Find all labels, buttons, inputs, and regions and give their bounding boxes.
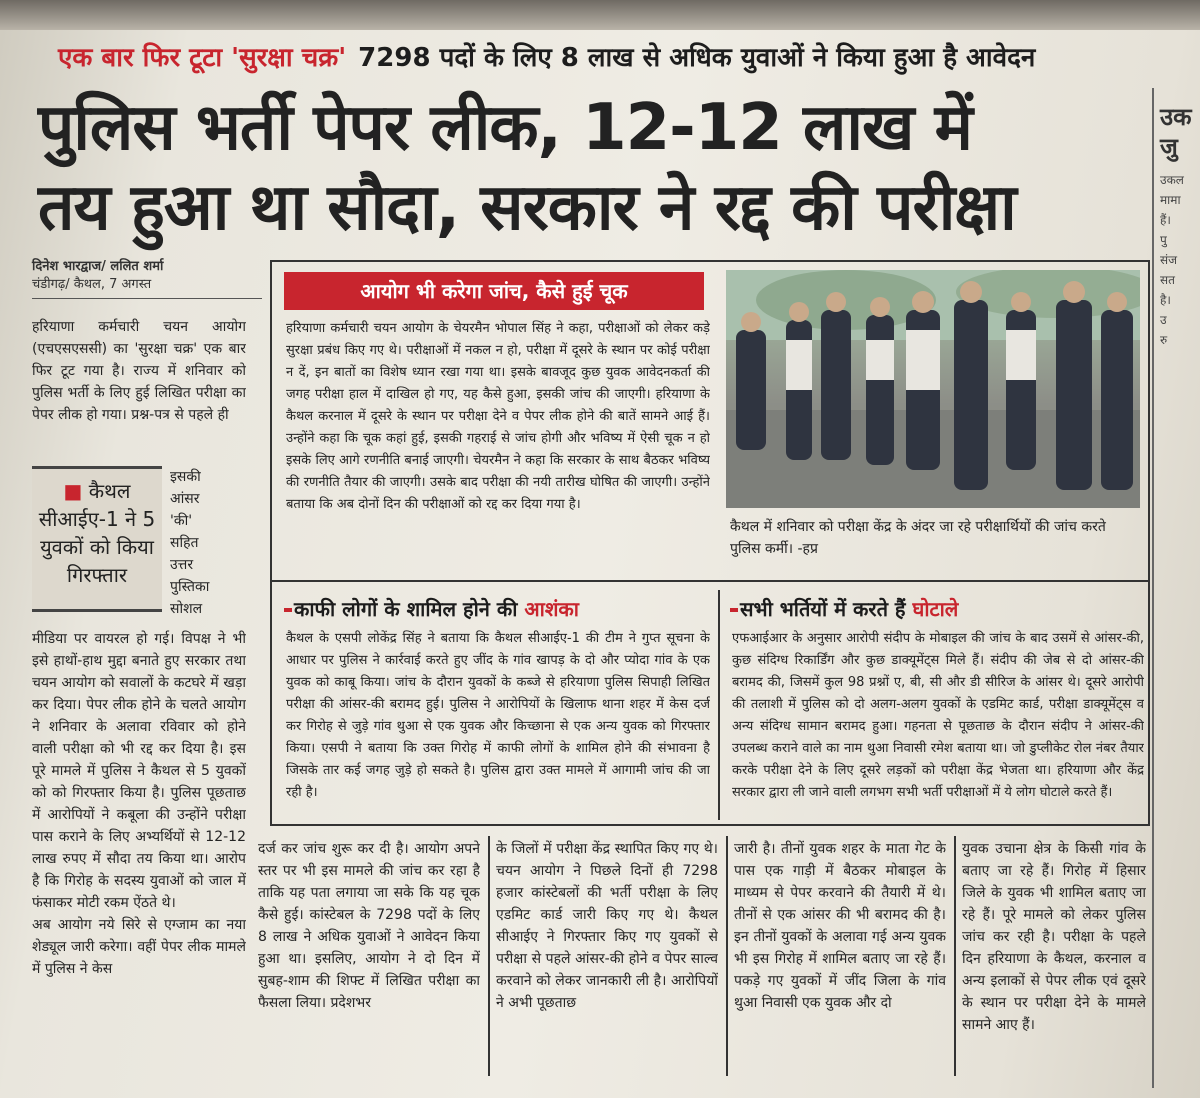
pull-quote bbox=[32, 466, 162, 612]
word: आंसर bbox=[170, 491, 200, 507]
byline bbox=[32, 258, 262, 299]
body-paragraph: मीडिया पर वायरल हो गई। विपक्ष ने भी इसे हाथों-हाथ मुद्दा बनाते हुए सरकार तथा चयन आयोग को सवालों के कटघरे में खड़ा कर दिया। पेपर लीक होने के चलते आयोग ने शनिवार के अलावा रविवार को होने वाली परीक्षा को भी रद्द कर दिया है। इस पूरे मामले में पुलिस ने कैथल से 5 युवकों को को गिरफ्तार किया है। पुलिस पूछताछ में आरोपियों ने कबूला की उन्होंने परीक्षा पास कराने के लिए अभ्यर्थियों से 12-12 लाख रुपए में सौदा तय किया था। आरोप है कि गिरोह के सदस्य युवाओं को जाल में फंसाकर मोटी रकम ऐंठते थे। bbox=[32, 631, 246, 911]
commission-box-heading: आयोग भी करेगा जांच, कैसे हुई चूक bbox=[284, 272, 704, 310]
side-line: पु bbox=[1160, 233, 1167, 247]
pull-quote-marker: ■ bbox=[63, 479, 83, 503]
scam-heading bbox=[740, 592, 1140, 626]
kicker-red: एक बार फिर टूटा 'सुरक्षा चक्र' bbox=[58, 43, 347, 73]
word: पुस्तिका bbox=[170, 579, 210, 595]
left-column-intro bbox=[32, 316, 246, 466]
section-lead-line bbox=[730, 608, 738, 612]
kicker-black: 7298 पदों के लिए 8 लाख से अधिक युवाओं ने किया हुआ है आवेदन bbox=[358, 43, 1036, 73]
scam-heading-plain: सभी भर्तियों में करते हैं bbox=[740, 597, 906, 621]
word: 'की' bbox=[170, 513, 193, 529]
side-line: है। bbox=[1160, 293, 1171, 307]
side-line: हैं। bbox=[1160, 213, 1171, 227]
headline-line-2: तय हुआ था सौदा, सरकार ने रद्द की परीक्षा bbox=[38, 171, 1016, 245]
side-headline-1: उक bbox=[1160, 103, 1192, 131]
byline-dateline: चंडीगढ़/ कैथल, 7 अगस्त bbox=[32, 277, 152, 292]
bottom-column-2 bbox=[496, 838, 718, 1078]
side-line: सत bbox=[1160, 273, 1175, 287]
kicker-line bbox=[58, 38, 1188, 78]
scam-body bbox=[732, 628, 1144, 818]
adjacent-article-strip bbox=[1152, 88, 1200, 1088]
many-heading-red: आशंका bbox=[524, 597, 579, 621]
side-headline-2: जु bbox=[1160, 133, 1178, 161]
bottom-column-1 bbox=[258, 838, 480, 1078]
side-line: मामा bbox=[1160, 193, 1181, 207]
bottom-column-text: के जिलों में परीक्षा केंद्र स्थापित किए गए थे। चयन आयोग ने पिछले दिनों ही 7298 हजार कांस्टेबलों की भर्ती परीक्षा के लिए एडमिट कार्ड जारी किए गए थे। कैथल सीआईए ने गिरफ्तार किए गए युवकों से परीक्षा से पहले आंसर-की होने व पेपर साल्व करवाने को लेकर जानकारी ली है। आरोपियों ने अभी पूछताछ bbox=[496, 841, 718, 1011]
body-paragraph: अब आयोग नये सिरे से एग्जाम का नया शेड्यूल जारी करेगा। वहीं पेपर लीक मामले में पुलिस ने केस bbox=[32, 917, 246, 977]
word: उत्तर bbox=[170, 557, 194, 573]
bottom-column-3 bbox=[734, 838, 946, 1078]
main-headline bbox=[38, 88, 1148, 248]
photo-caption: कैथल में शनिवार को परीक्षा केंद्र के अंदर जा रहे परीक्षार्थियों की जांच करते पुलिस कर्मी। -हप्र bbox=[730, 519, 1106, 557]
pull-quote-text: कैथल सीआईए-1 ने 5 युवकों को किया गिरफ्तार bbox=[38, 479, 156, 587]
word: इसकी bbox=[170, 469, 201, 485]
side-line: रु bbox=[1160, 333, 1168, 347]
scam-heading-red: घोटाले bbox=[912, 597, 959, 621]
many-heading-plain: काफी लोगों के शामिल होने की bbox=[294, 597, 518, 621]
side-line: उकल bbox=[1160, 173, 1184, 187]
many-involved-heading bbox=[294, 592, 704, 626]
bottom-column-text: युवक उचाना क्षेत्र के किसी गांव के बताए जा रहे हैं। गिरोह में हिसार जिले के युवक भी शामिल बताए जा रहे हैं। पूरे मामले को लेकर पुलिस जांच कर रही है। परीक्षा के पहले दिन हरियाणा के कैथल, करनाल व अन्य इलाकों से पेपर लीक एवं दूसरे के स्थान पर परीक्षा देने के मामले सामने आए हैं। bbox=[962, 841, 1146, 1033]
byline-authors: दिनेश भारद्वाज/ ललित शर्मा bbox=[32, 259, 164, 274]
left-column-body bbox=[32, 628, 246, 1078]
many-body-text: कैथल के एसपी लोकेंद्र सिंह ने बताया कि कैथल सीआईए-1 की टीम ने गुप्त सूचना के आधार पर पुलिस ने कार्रवाई करते हुए जींद के गांव खापड़ के दो और प्योदा गांव के एक युवक को काबू किया। जांच के दौरान युवकों के कब्जे से हरियाणा पुलिस सिपाही लिखित परीक्षा की आंसर-की बरामद हुई। पुलिस ने आरोपियों के खिलाफ थाना शहर में केस दर्ज कर गिरोह से जुड़े गांव थुआ से एक युवक और किच्छाना से एक अन्य युवक को गिरफ्तार किया। एसपी ने बताया कि उक्त गिरोह में काफी लोगों के शामिल होने की संभावना है जिसके तार कई जगह जुड़े हो सकते है। पुलिस द्वारा उक्त मामले में आगामी जांच की जा रही है। bbox=[286, 631, 710, 800]
side-line: संज bbox=[1160, 253, 1178, 267]
column-rule bbox=[954, 836, 956, 1076]
bottom-column-text: जारी है। तीनों युवक शहर के माता गेट के पास एक गाड़ी में बैठकर मोबाइल के माध्यम से पेपर करवाने की तैयारी में थे। तीनों से एक आंसर की भी बरामद की है। इन तीनों युवकों के अलावा गई अन्य युवक भी इस गिरोह में शामिल बताए जा रहे हैं। पकड़े गए युवकों में जींद जिला के गांव थुआ निवासी एक युवक और दो bbox=[734, 841, 946, 1011]
column-rule bbox=[488, 836, 490, 1076]
word: सहित bbox=[170, 535, 199, 551]
scam-body-text: एफआईआर के अनुसार आरोपी संदीप के मोबाइल की जांच के बाद उसमें से आंसर-की, कुछ संदिग्ध रिकार्डिंग और कुछ डाक्यूमेंट्स मिले हैं। संदीप की जेब से दो आंसर-की बरामद की, जिसमें कुल 98 प्रश्नों ए, बी, सी और डी सीरिज के आंसर थे। दूसरे आरोपी की तलाशी में पुलिस को दो अलग-अलग युवकों के एडमिट कार्ड, परीक्षा डाक्यूमेंट्स व अन्य संदिग्ध सामान बरामद हुआ। गहनता से पूछताछ के दौरान संदीप ने आंसर-की उपलब्ध कराने वाले का नाम थुआ निवासी रमेश बताया था। जो डुप्लीकेट रोल नंबर तैयार करके परीक्षा देने के लिए दूसरे लड़कों को परीक्षा केंद्र भेजता था। हरियाणा और केंद्र सरकार द्वारा ली जाने वाली लगभग सभी भर्ती परीक्षाओं में ये लोग घोटाले करते हैं। bbox=[732, 631, 1144, 800]
commission-box-body bbox=[286, 318, 710, 568]
side-line: उ bbox=[1160, 313, 1167, 327]
section-lead-line bbox=[284, 608, 292, 612]
news-photo bbox=[726, 270, 1140, 508]
frame-divider bbox=[270, 580, 1150, 582]
word: सोशल bbox=[170, 601, 203, 617]
column-rule bbox=[726, 836, 728, 1076]
commission-body-text: हरियाणा कर्मचारी चयन आयोग के चेयरमैन भोपाल सिंह ने कहा, परीक्षाओं को लेकर कड़े सुरक्षा प्रबंध किए गए थे। परीक्षाओं में नकल न हो, परीक्षा में दूसरे के स्थान पर कोई परीक्षा न दें, इन बातों का विशेष ध्यान रखा गया था। इसके बावजूद कुछ युवक आवेदनकर्ता की जगह परीक्षा हाल में दाखिल हो गए, यह कैसे हुआ, इसकी जांच की जाएगी। हरियाणा के कैथल करनाल में दूसरे के स्थान पर परीक्षा देने व पेपर लीक होने की बातें सामने आई हैं। उन्होंने कहा कि चूक कहां हुई, इसकी गहराई से जांच होगी और भविष्य में ऐसी चूक न हो इसके लिए आगे रणनीति बनाई जाएगी। चेयरमैन ने कहा कि सरकार के साथ बैठकर भविष्य की रणनीति तैयार की जाएगी। उसके बाद परीक्षा की नयी तारीख घोषित की जाएगी। उन्होंने बताया कि अब दोनों दिन की परीक्षाओं को रद्द कर दिया गया है। bbox=[286, 321, 710, 512]
many-involved-body bbox=[286, 628, 710, 818]
intro-paragraph: हरियाणा कर्मचारी चयन आयोग (एचएसएससी) का 'सुरक्षा चक्र' एक बार फिर टूट गया है। राज्य में शनिवार को पुलिस भर्ती के लिए हुई लिखित परीक्षा का पेपर लीक हो गया। प्रश्न-पत्र से पहले ही bbox=[32, 319, 246, 423]
headline-line-1: पुलिस भर्ती पेपर लीक, 12-12 लाख में bbox=[38, 91, 972, 165]
bottom-column-4 bbox=[962, 838, 1146, 1078]
photo-illustration bbox=[726, 270, 1140, 508]
background-shelf bbox=[0, 0, 1200, 30]
beside-pull-words bbox=[170, 466, 250, 620]
box-divider bbox=[718, 590, 720, 820]
bottom-column-text: दर्ज कर जांच शुरू कर दी है। आयोग अपने स्तर पर भी इस मामले की जांच कर रहा है ताकि यह पता लगाया जा सके कि यह चूक कैसे हुई। कांस्टेबल के 7298 पदों के लिए 8 लाख ने अधिक युवाओं ने आवेदन किया हुआ था। इसलिए, आयोग ने दो दिन में सुबह-शाम की शिफ्ट में लिखित परीक्षा का फैसला लिया। प्रदेशभर bbox=[258, 841, 480, 1011]
